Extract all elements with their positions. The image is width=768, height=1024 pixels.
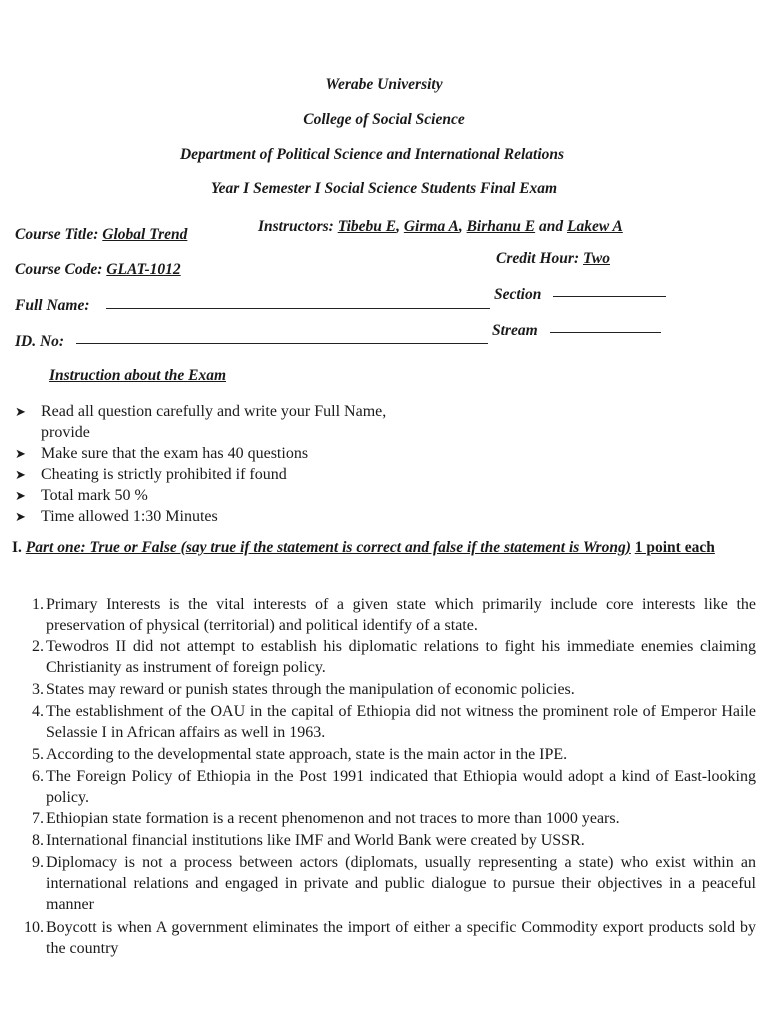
question-text: Diplomacy is not a process between actors (diplomats, usually representing a state) who exist within an international relations and engaged in private and public dialogue to pursue their objectives in a peaceful manner	[46, 854, 756, 913]
question-number: 10.	[24, 919, 44, 936]
part-one-prefix: I.	[12, 539, 22, 556]
question-number: 2.	[32, 638, 44, 655]
stream-label: Stream	[492, 322, 538, 339]
arrow-bullet-icon: ➤	[15, 467, 26, 482]
question-item	[16, 852, 756, 915]
instructor-3: Birhanu E	[466, 218, 536, 235]
part-one-points: 1 point each	[634, 539, 715, 556]
credit-hour-label: Credit Hour:	[496, 250, 580, 267]
course-code-field	[15, 261, 181, 279]
question-item	[16, 917, 756, 959]
full-name-label: Full Name:	[15, 297, 90, 314]
question-number: 1.	[32, 596, 44, 613]
question-number: 9.	[32, 854, 44, 871]
instructions-title: Instruction about the Exam	[49, 367, 227, 384]
question-item	[16, 830, 756, 851]
department-name: Department of Political Science and International Relations	[179, 146, 565, 163]
question-text: International financial institutions like IMF and World Bank were created by USSR.	[46, 832, 585, 849]
question-number: 7.	[32, 810, 44, 827]
question-text: Boycott is when A government eliminates the import of either a specific Commodity export products sold by the country	[46, 919, 756, 957]
section-label: Section	[494, 286, 542, 303]
credit-hour-field	[496, 250, 610, 268]
question-text: Ethiopian state formation is a recent phenomenon and not traces to more than 1000 years.	[46, 810, 620, 827]
instruction-item: ➤ Make sure that the exam has 40 questions	[15, 445, 309, 462]
credit-hour-value: Two	[582, 250, 610, 267]
instruction-item: ➤ Total mark 50 %	[15, 487, 148, 504]
question-number: 6.	[32, 768, 44, 785]
question-item	[16, 594, 756, 636]
instruction-item: ➤ Time allowed 1:30 Minutes	[15, 508, 218, 525]
question-item	[16, 701, 756, 743]
question-number: 4.	[32, 703, 44, 720]
question-item	[16, 766, 756, 808]
id-line[interactable]	[76, 331, 488, 349]
arrow-bullet-icon: ➤	[15, 446, 26, 461]
course-title-value: Global Trend	[102, 226, 188, 243]
question-text: Tewodros II did not attempt to establish his diplomatic relations to fight his immediate enemies claiming Christianity as instrument of foreign policy.	[46, 638, 756, 676]
question-item	[16, 744, 756, 765]
question-text: Primary Interests is the vital interests of a given state which primarily include core interests like the preservation of physical (territorial) and political identify of a state.	[46, 596, 756, 634]
question-text: The Foreign Policy of Ethiopia in the Post 1991 indicated that Ethiopia would adopt a kind of East-looking policy.	[46, 768, 756, 806]
question-number: 5.	[32, 746, 44, 763]
course-title-label: Course Title:	[15, 226, 99, 243]
question-text: According to the developmental state approach, state is the main actor in the IPE.	[46, 746, 568, 763]
instruction-item-continued: provide	[41, 424, 90, 441]
course-code-value: GLAT-1012	[106, 261, 181, 278]
instructors-field: Instructors: Tibebu E, Girma A, Birhanu E and Lakew A	[258, 218, 623, 235]
instructors-label: Instructors:	[258, 218, 334, 235]
instructor-4: Lakew A	[566, 218, 623, 235]
section-line[interactable]	[553, 284, 666, 302]
course-title-field	[15, 226, 187, 244]
stream-line[interactable]	[550, 320, 661, 338]
question-text: States may reward or punish states through the manipulation of economic policies.	[46, 681, 575, 698]
question-item	[16, 636, 756, 678]
full-name-line[interactable]	[106, 296, 490, 314]
university-name: Werabe University	[325, 76, 443, 93]
instructor-2: Girma A	[403, 218, 459, 235]
question-number: 8.	[32, 832, 44, 849]
instructor-1: Tibebu E	[337, 218, 397, 235]
question-number: 3.	[32, 681, 44, 698]
arrow-bullet-icon: ➤	[15, 488, 26, 503]
arrow-bullet-icon: ➤	[15, 509, 26, 524]
question-item	[16, 808, 756, 829]
id-label: ID. No:	[15, 333, 65, 350]
instructor-and: and	[538, 218, 564, 235]
arrow-bullet-icon: ➤	[15, 404, 26, 419]
question-text: The establishment of the OAU in the capital of Ethiopia did not witness the prominent role of Emperor Haile Selassie I in African affairs as well in 1963.	[46, 703, 756, 741]
instruction-item: ➤ Read all question carefully and write your Full Name,	[15, 403, 387, 420]
part-one-heading	[12, 538, 750, 558]
instruction-item: ➤ Cheating is strictly prohibited if found	[15, 466, 287, 483]
part-one-title: Part one: True or False (say true if the statement is correct and false if the statement is Wrong)	[25, 539, 631, 556]
course-code-label: Course Code:	[15, 261, 103, 278]
question-item	[16, 679, 756, 700]
college-name: College of Social Science	[303, 111, 465, 128]
exam-title: Year I Semester I Social Science Students Final Exam	[210, 180, 558, 197]
